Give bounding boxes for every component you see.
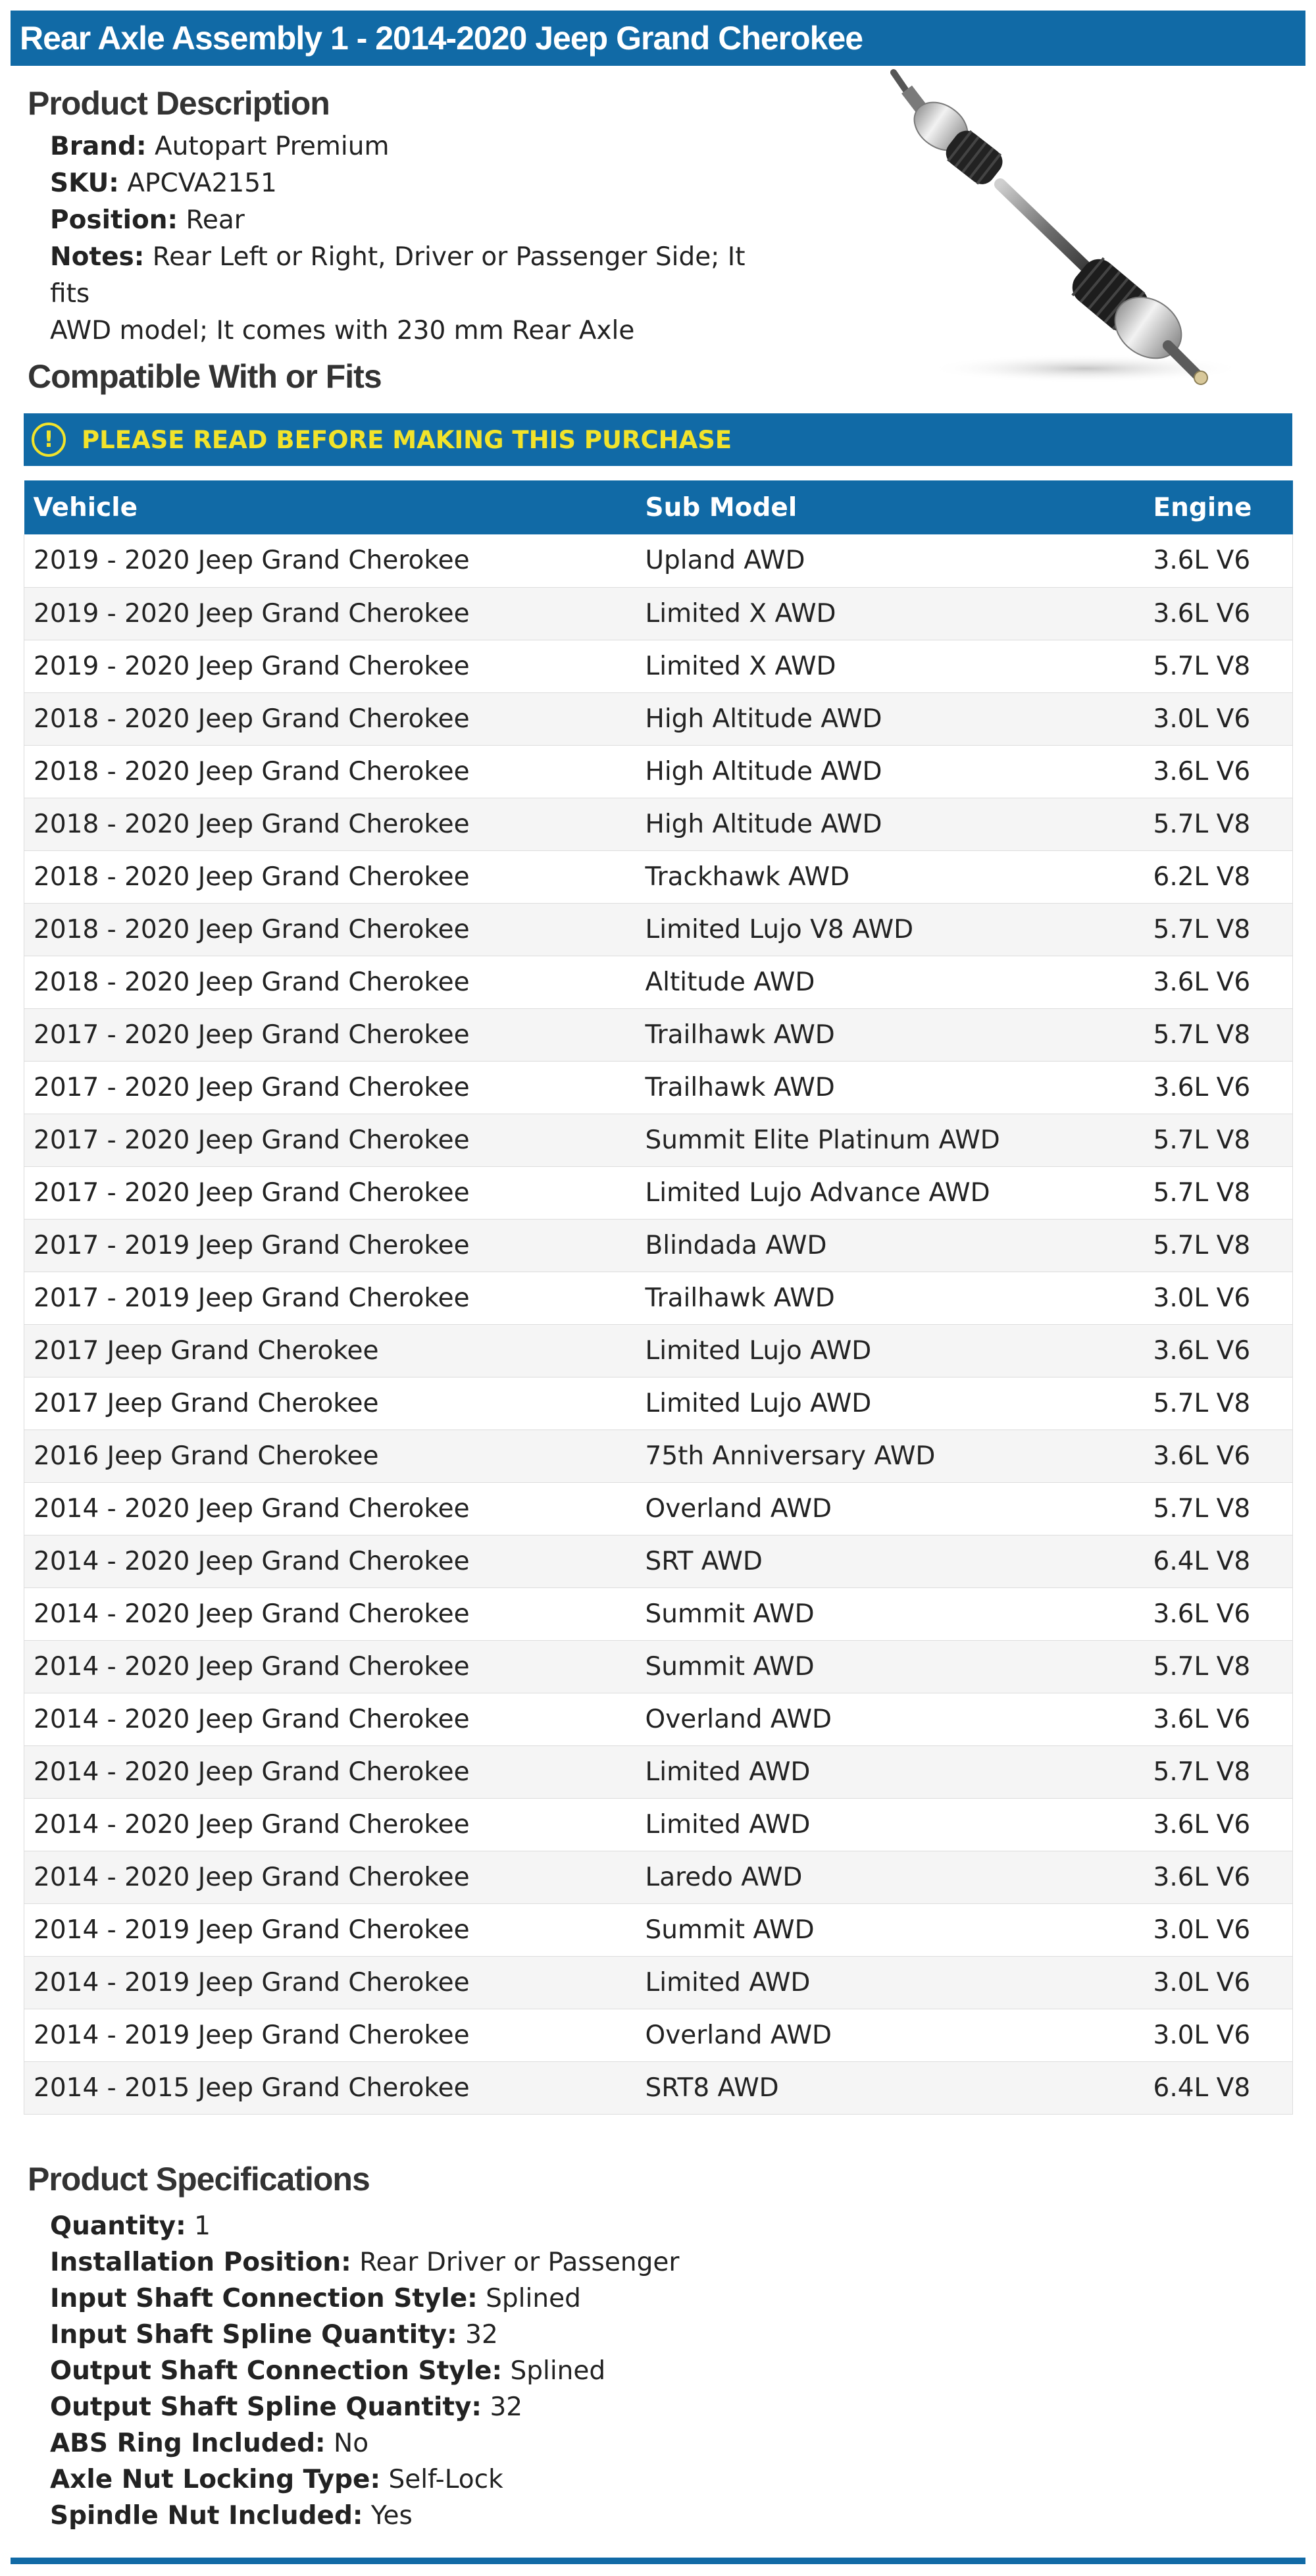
cell-engine: 3.6L V6 xyxy=(1144,1851,1293,1903)
column-header-engine: Engine xyxy=(1144,480,1293,534)
cv-axle-shaft-image xyxy=(869,66,1237,401)
table-row xyxy=(24,1693,1293,1745)
spec-value: 32 xyxy=(465,2320,498,2350)
cell-sub-model: Limited AWD xyxy=(636,1956,1144,2009)
cell-vehicle: 2014 - 2020 Jeep Grand Cherokee xyxy=(24,1798,636,1851)
table-row xyxy=(24,1535,1293,1587)
table-row xyxy=(24,2061,1293,2114)
cell-vehicle: 2014 - 2019 Jeep Grand Cherokee xyxy=(24,1903,636,1956)
cell-vehicle: 2017 - 2020 Jeep Grand Cherokee xyxy=(24,1166,636,1219)
spec-item xyxy=(50,2389,679,2425)
cell-vehicle: 2014 - 2019 Jeep Grand Cherokee xyxy=(24,2009,636,2061)
spec-value: Splined xyxy=(486,2284,581,2313)
spec-value: Yes xyxy=(370,2501,413,2531)
cell-sub-model: Limited AWD xyxy=(636,1798,1144,1851)
table-row xyxy=(24,1430,1293,1482)
table-header-row xyxy=(24,480,1293,534)
spec-item xyxy=(50,2317,679,2353)
table-row xyxy=(24,692,1293,745)
cell-sub-model: Overland AWD xyxy=(636,1693,1144,1745)
table-row xyxy=(24,1324,1293,1377)
cell-vehicle: 2019 - 2020 Jeep Grand Cherokee xyxy=(24,534,636,587)
cell-engine: 3.6L V6 xyxy=(1144,587,1293,640)
spec-label: Input Shaft Spline Quantity: xyxy=(50,2320,457,2350)
spec-label: Input Shaft Connection Style: xyxy=(50,2284,478,2313)
cell-engine: 3.6L V6 xyxy=(1144,1798,1293,1851)
spec-label: Output Shaft Connection Style: xyxy=(50,2356,503,2386)
spec-label: Quantity: xyxy=(50,2211,186,2241)
table-row xyxy=(24,1377,1293,1430)
spec-value: 1 xyxy=(194,2211,211,2241)
desc-notes: Notes: Rear Left or Right, Driver or Passenger Side; It fits xyxy=(50,242,746,309)
cell-vehicle: 2014 - 2020 Jeep Grand Cherokee xyxy=(24,1745,636,1798)
cell-engine: 5.7L V8 xyxy=(1144,1640,1293,1693)
desc-notes-continued: AWD model; It comes with 230 mm Rear Axle xyxy=(50,316,635,346)
cell-sub-model: 75th Anniversary AWD xyxy=(636,1430,1144,1482)
cell-sub-model: High Altitude AWD xyxy=(636,798,1144,850)
cell-sub-model: Overland AWD xyxy=(636,1482,1144,1535)
table-row xyxy=(24,1640,1293,1693)
spec-item xyxy=(50,2244,679,2280)
table-row xyxy=(24,1061,1293,1114)
desc-brand: Brand: Autopart Premium xyxy=(50,132,390,161)
cell-vehicle: 2018 - 2020 Jeep Grand Cherokee xyxy=(24,692,636,745)
cell-vehicle: 2017 - 2019 Jeep Grand Cherokee xyxy=(24,1219,636,1272)
table-row xyxy=(24,1851,1293,1903)
cell-vehicle: 2016 Jeep Grand Cherokee xyxy=(24,1430,636,1482)
spec-item xyxy=(50,2425,679,2461)
cell-sub-model: Summit AWD xyxy=(636,1640,1144,1693)
purchase-notice-text: PLEASE READ BEFORE MAKING THIS PURCHASE xyxy=(82,425,732,454)
spec-value: Self-Lock xyxy=(388,2465,503,2494)
cell-vehicle: 2018 - 2020 Jeep Grand Cherokee xyxy=(24,850,636,903)
cell-engine: 5.7L V8 xyxy=(1144,1219,1293,1272)
cell-sub-model: Trailhawk AWD xyxy=(636,1008,1144,1061)
cell-sub-model: Limited Lujo AWD xyxy=(636,1377,1144,1430)
cell-engine: 5.7L V8 xyxy=(1144,903,1293,956)
spec-value: Splined xyxy=(510,2356,606,2386)
cell-engine: 6.2L V8 xyxy=(1144,850,1293,903)
spec-item xyxy=(50,2353,679,2389)
desc-sku: SKU: APCVA2151 xyxy=(50,168,277,198)
cell-sub-model: SRT8 AWD xyxy=(636,2061,1144,2114)
page-title: Rear Axle Assembly 1 - 2014-2020 Jeep Grand Cherokee xyxy=(11,11,1305,66)
cell-sub-model: Upland AWD xyxy=(636,534,1144,587)
footer-divider xyxy=(11,2558,1305,2564)
cell-sub-model: Summit Elite Platinum AWD xyxy=(636,1114,1144,1166)
cell-sub-model: Laredo AWD xyxy=(636,1851,1144,1903)
cell-sub-model: Limited X AWD xyxy=(636,640,1144,692)
table-row xyxy=(24,1587,1293,1640)
table-row xyxy=(24,1219,1293,1272)
cell-vehicle: 2018 - 2020 Jeep Grand Cherokee xyxy=(24,956,636,1008)
cell-engine: 3.6L V6 xyxy=(1144,745,1293,798)
spec-value: Rear Driver or Passenger xyxy=(359,2248,680,2277)
cell-engine: 3.6L V6 xyxy=(1144,956,1293,1008)
cell-sub-model: Trailhawk AWD xyxy=(636,1061,1144,1114)
column-header-vehicle: Vehicle xyxy=(24,480,636,534)
cell-engine: 3.0L V6 xyxy=(1144,2009,1293,2061)
table-row xyxy=(24,1166,1293,1219)
cell-vehicle: 2017 Jeep Grand Cherokee xyxy=(24,1377,636,1430)
cell-sub-model: High Altitude AWD xyxy=(636,692,1144,745)
spec-item xyxy=(50,2498,679,2534)
table-row xyxy=(24,587,1293,640)
spec-item xyxy=(50,2280,679,2317)
cell-engine: 3.6L V6 xyxy=(1144,1324,1293,1377)
cell-engine: 3.6L V6 xyxy=(1144,1430,1293,1482)
table-row xyxy=(24,1482,1293,1535)
exclamation-circle-icon: ! xyxy=(32,423,66,457)
cell-engine: 3.0L V6 xyxy=(1144,1956,1293,2009)
spec-value: No xyxy=(334,2429,369,2458)
cell-engine: 5.7L V8 xyxy=(1144,798,1293,850)
cell-engine: 5.7L V8 xyxy=(1144,1377,1293,1430)
compatible-heading: Compatible With or Fits xyxy=(28,358,382,395)
cell-engine: 5.7L V8 xyxy=(1144,1166,1293,1219)
cell-vehicle: 2014 - 2020 Jeep Grand Cherokee xyxy=(24,1693,636,1745)
cell-sub-model: Limited AWD xyxy=(636,1745,1144,1798)
table-row xyxy=(24,1114,1293,1166)
cell-vehicle: 2019 - 2020 Jeep Grand Cherokee xyxy=(24,587,636,640)
product-description-heading: Product Description xyxy=(28,85,330,122)
cell-engine: 3.0L V6 xyxy=(1144,692,1293,745)
cell-vehicle: 2018 - 2020 Jeep Grand Cherokee xyxy=(24,798,636,850)
cell-vehicle: 2018 - 2020 Jeep Grand Cherokee xyxy=(24,903,636,956)
table-row xyxy=(24,1745,1293,1798)
spec-value: 32 xyxy=(490,2392,523,2422)
cell-vehicle: 2017 - 2019 Jeep Grand Cherokee xyxy=(24,1272,636,1324)
cell-sub-model: Overland AWD xyxy=(636,2009,1144,2061)
desc-position: Position: Rear xyxy=(50,205,245,235)
table-row xyxy=(24,1798,1293,1851)
cell-vehicle: 2014 - 2020 Jeep Grand Cherokee xyxy=(24,1587,636,1640)
table-row xyxy=(24,745,1293,798)
cell-vehicle: 2014 - 2015 Jeep Grand Cherokee xyxy=(24,2061,636,2114)
cell-vehicle: 2014 - 2020 Jeep Grand Cherokee xyxy=(24,1851,636,1903)
cell-sub-model: Limited X AWD xyxy=(636,587,1144,640)
product-specifications-heading: Product Specifications xyxy=(28,2161,370,2198)
spec-item xyxy=(50,2461,679,2498)
cell-vehicle: 2017 Jeep Grand Cherokee xyxy=(24,1324,636,1377)
cell-engine: 3.6L V6 xyxy=(1144,1693,1293,1745)
table-row xyxy=(24,2009,1293,2061)
table-row xyxy=(24,956,1293,1008)
cell-engine: 3.0L V6 xyxy=(1144,1903,1293,1956)
cell-engine: 5.7L V8 xyxy=(1144,1114,1293,1166)
table-row xyxy=(24,903,1293,956)
cell-vehicle: 2018 - 2020 Jeep Grand Cherokee xyxy=(24,745,636,798)
cell-vehicle: 2014 - 2020 Jeep Grand Cherokee xyxy=(24,1640,636,1693)
spec-label: Axle Nut Locking Type: xyxy=(50,2465,381,2494)
column-header-sub-model: Sub Model xyxy=(636,480,1144,534)
cell-vehicle: 2014 - 2020 Jeep Grand Cherokee xyxy=(24,1482,636,1535)
cell-sub-model: Limited Lujo AWD xyxy=(636,1324,1144,1377)
cell-sub-model: Summit AWD xyxy=(636,1903,1144,1956)
product-specifications xyxy=(50,2208,679,2534)
cell-engine: 6.4L V8 xyxy=(1144,1535,1293,1587)
cell-sub-model: SRT AWD xyxy=(636,1535,1144,1587)
table-row xyxy=(24,640,1293,692)
table-row xyxy=(24,1008,1293,1061)
table-row xyxy=(24,534,1293,587)
spec-item xyxy=(50,2208,679,2244)
cell-vehicle: 2019 - 2020 Jeep Grand Cherokee xyxy=(24,640,636,692)
cell-sub-model: Altitude AWD xyxy=(636,956,1144,1008)
cell-sub-model: High Altitude AWD xyxy=(636,745,1144,798)
cell-vehicle: 2014 - 2019 Jeep Grand Cherokee xyxy=(24,1956,636,2009)
table-row xyxy=(24,798,1293,850)
table-row xyxy=(24,850,1293,903)
cell-engine: 3.6L V6 xyxy=(1144,1587,1293,1640)
cell-sub-model: Summit AWD xyxy=(636,1587,1144,1640)
spec-label: Installation Position: xyxy=(50,2248,351,2277)
cell-engine: 3.6L V6 xyxy=(1144,1061,1293,1114)
cell-sub-model: Trailhawk AWD xyxy=(636,1272,1144,1324)
cell-engine: 5.7L V8 xyxy=(1144,640,1293,692)
spec-label: ABS Ring Included: xyxy=(50,2429,326,2458)
cell-sub-model: Limited Lujo Advance AWD xyxy=(636,1166,1144,1219)
cell-engine: 3.0L V6 xyxy=(1144,1272,1293,1324)
spec-label: Output Shaft Spline Quantity: xyxy=(50,2392,482,2422)
cell-engine: 3.6L V6 xyxy=(1144,534,1293,587)
cell-vehicle: 2017 - 2020 Jeep Grand Cherokee xyxy=(24,1008,636,1061)
cell-sub-model: Trackhawk AWD xyxy=(636,850,1144,903)
cell-engine: 6.4L V8 xyxy=(1144,2061,1293,2114)
product-description xyxy=(50,128,787,349)
table-row xyxy=(24,1956,1293,2009)
spec-label: Spindle Nut Included: xyxy=(50,2501,363,2531)
purchase-notice xyxy=(24,413,1292,466)
cell-engine: 5.7L V8 xyxy=(1144,1008,1293,1061)
cell-vehicle: 2014 - 2020 Jeep Grand Cherokee xyxy=(24,1535,636,1587)
cell-sub-model: Blindada AWD xyxy=(636,1219,1144,1272)
cell-vehicle: 2017 - 2020 Jeep Grand Cherokee xyxy=(24,1061,636,1114)
cell-engine: 5.7L V8 xyxy=(1144,1745,1293,1798)
compatibility-table xyxy=(24,480,1293,2115)
cell-sub-model: Limited Lujo V8 AWD xyxy=(636,903,1144,956)
table-row xyxy=(24,1272,1293,1324)
cell-vehicle: 2017 - 2020 Jeep Grand Cherokee xyxy=(24,1114,636,1166)
cell-engine: 5.7L V8 xyxy=(1144,1482,1293,1535)
table-row xyxy=(24,1903,1293,1956)
